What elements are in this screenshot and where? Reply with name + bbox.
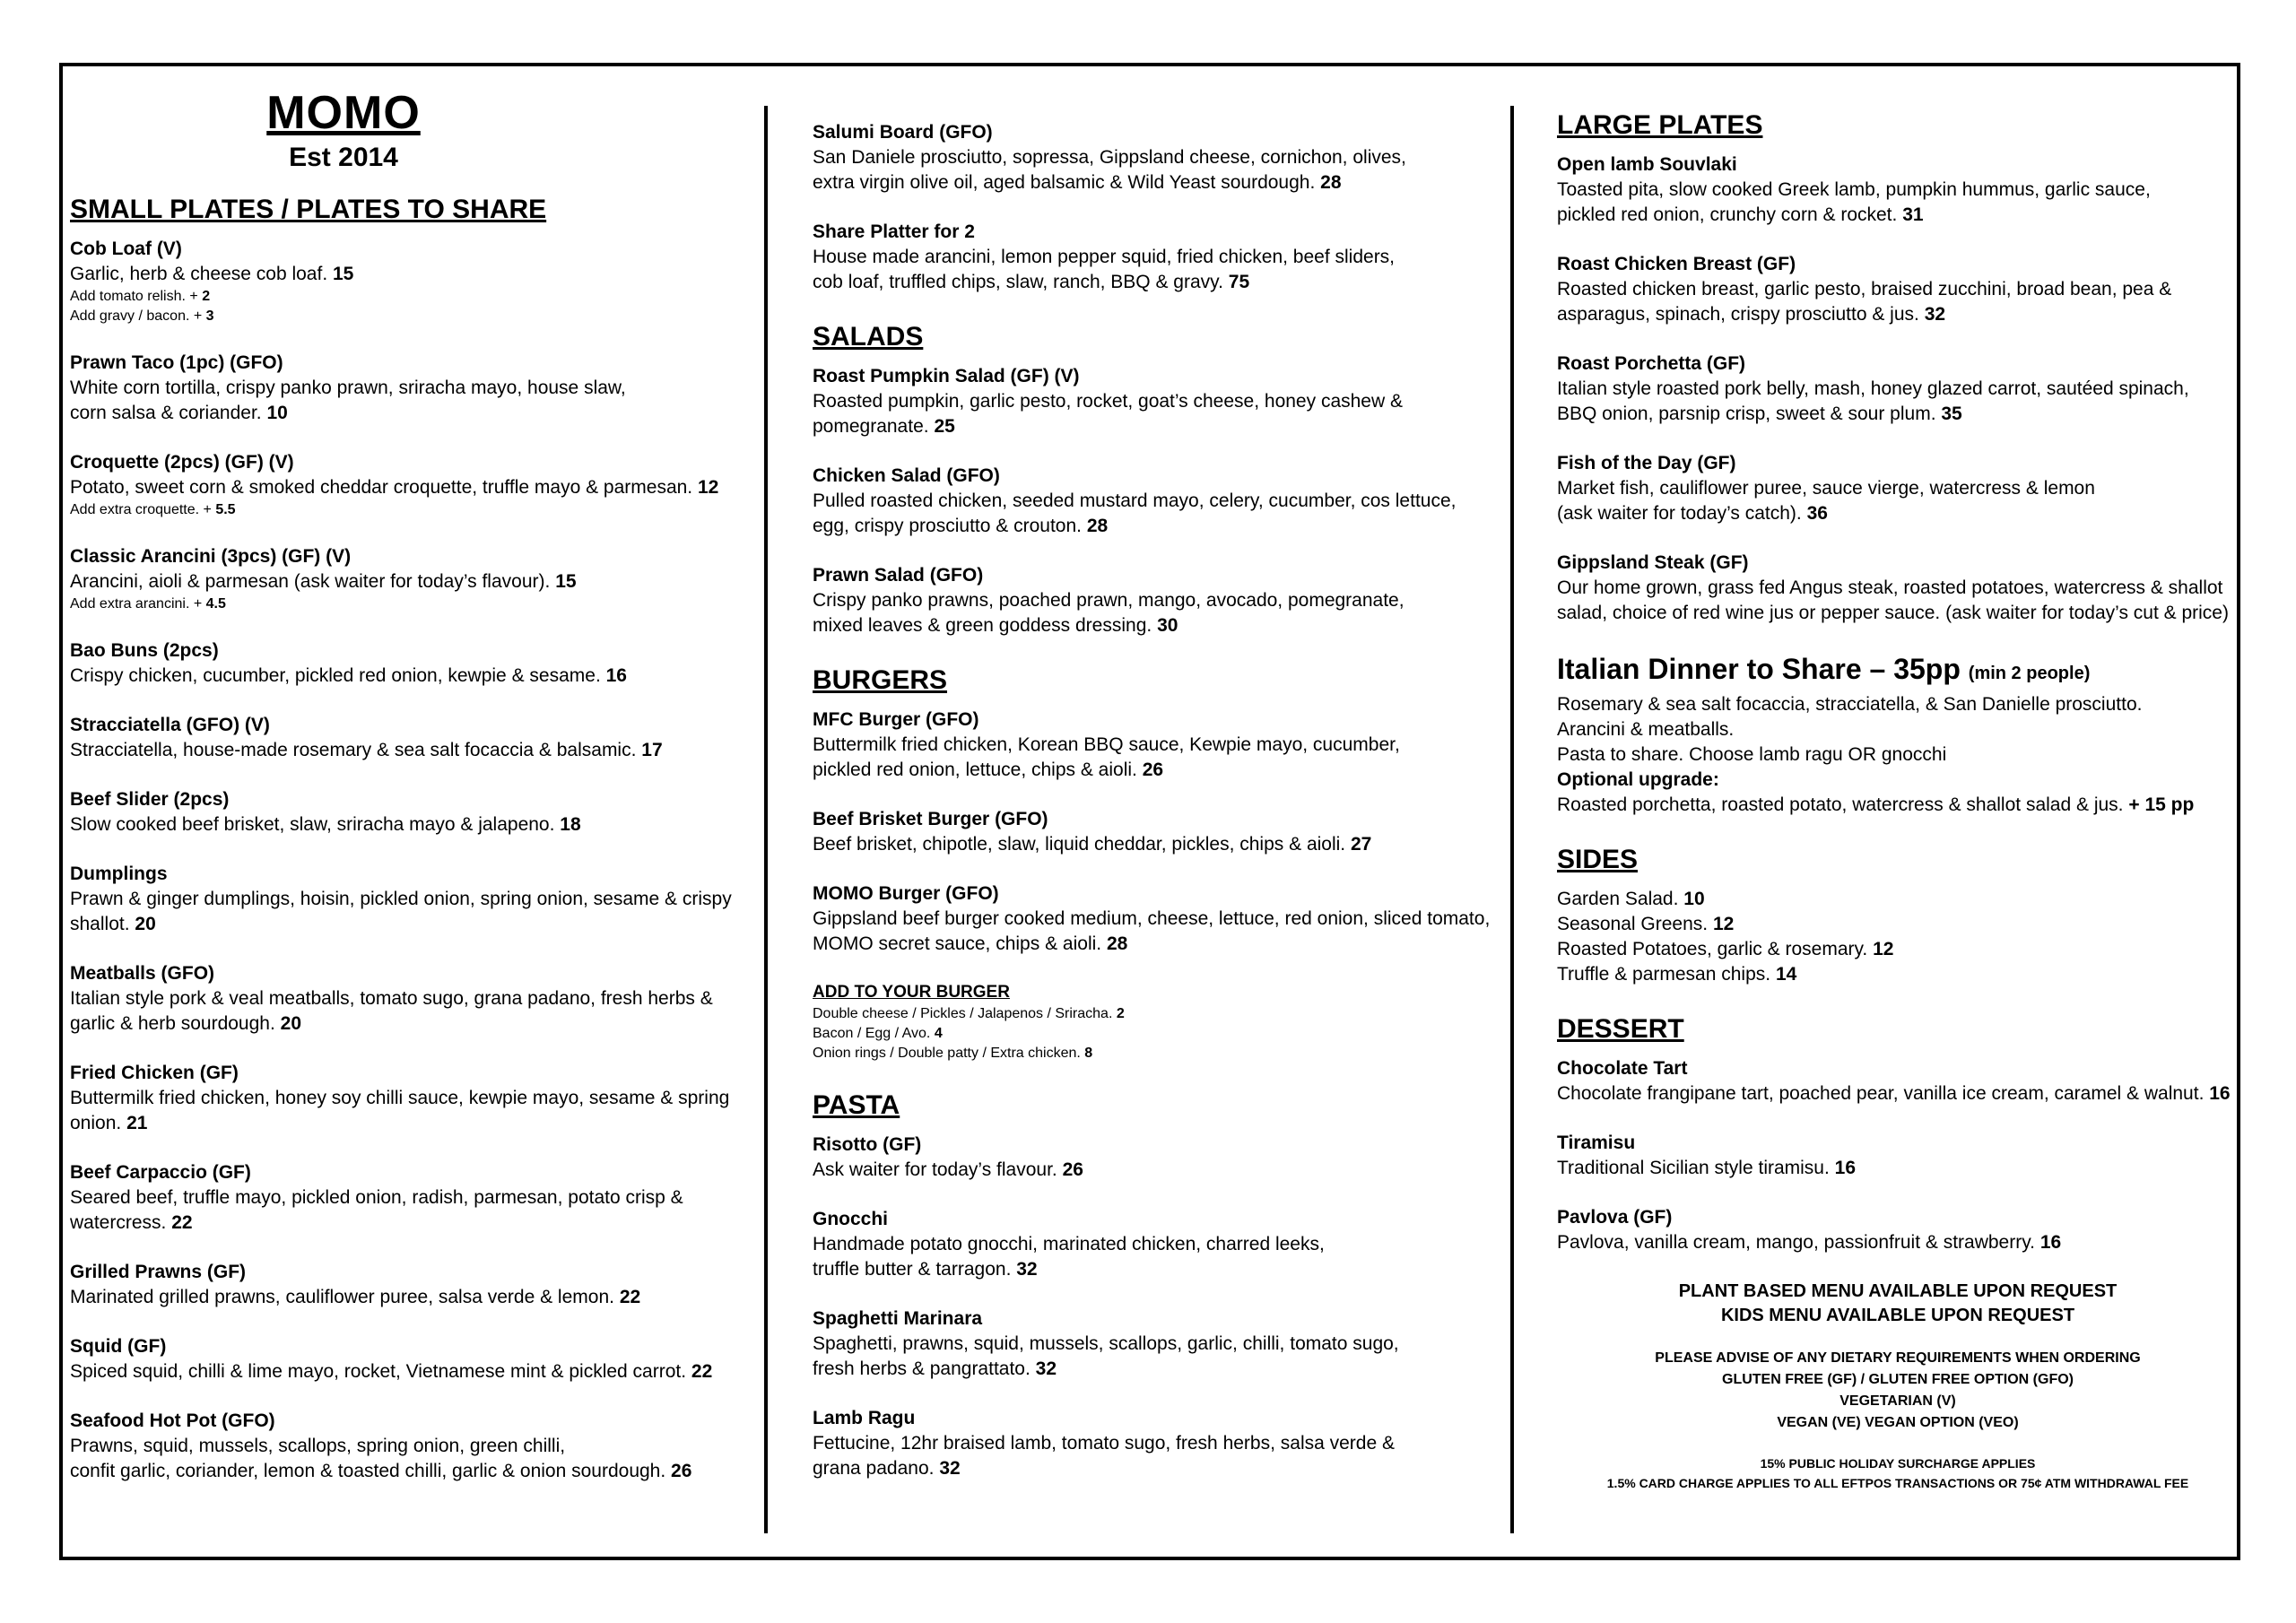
menu-item-price: 75 — [1228, 272, 1250, 292]
menu-item-price: 16 — [2209, 1083, 2231, 1104]
menu-item-name: Beef Brisket Burger (GFO) — [813, 809, 1048, 829]
menu-item — [70, 638, 752, 689]
menu-item-desc-text: Italian style pork & veal meatballs, tomato sugo, grana padano, fresh herbs & — [70, 988, 713, 1009]
menu-item — [70, 1260, 752, 1310]
menu-column-2 — [813, 120, 1521, 1506]
menu-item-desc-text: Pavlova, vanilla cream, mango, passionfruit & strawberry. — [1557, 1232, 2035, 1253]
simple-item-price: 4 — [934, 1026, 943, 1041]
menu-item-price: 21 — [126, 1113, 148, 1133]
salads-list — [813, 364, 1521, 638]
menu-item-name: Salumi Board (GFO) — [813, 122, 993, 143]
menu-item-desc-text: House made arancini, lemon pepper squid, fried chicken, beef sliders, — [813, 247, 1396, 267]
menu-item-price: 20 — [280, 1013, 302, 1034]
menu-item-desc — [813, 733, 1521, 758]
menu-item-extra — [70, 500, 752, 520]
menu-item-price: 32 — [1016, 1259, 1038, 1280]
menu-item-desc-text: fresh herbs & pangrattato. — [813, 1358, 1031, 1379]
menu-item-desc — [813, 588, 1521, 613]
menu-item — [70, 713, 752, 763]
menu-item-name: Share Platter for 2 — [813, 221, 975, 242]
italian-dinner-line: Pasta to share. Choose lamb ragu OR gnocchi — [1557, 744, 1947, 765]
italian-dinner-title — [1557, 650, 2239, 692]
menu-item-desc — [1557, 1230, 2239, 1255]
menu-column-1 — [70, 86, 752, 1508]
menu-item-name: Fried Chicken (GF) — [70, 1063, 239, 1083]
menu-item-desc-text: asparagus, spinach, crispy prosciutto & jus. — [1557, 304, 1919, 325]
menu-item — [813, 881, 1521, 957]
menu-item-name: Meatballs (GFO) — [70, 963, 215, 984]
menu-item-desc — [813, 1232, 1521, 1257]
menu-item-desc — [70, 1434, 752, 1459]
menu-item-desc-text: Potato, sweet corn & smoked cheddar croquette, truffle mayo & parmesan. — [70, 477, 693, 498]
menu-item-extra-text: Add extra croquette. + — [70, 502, 212, 517]
menu-item-extra-price: 4.5 — [205, 596, 226, 612]
menu-item-desc-text: pickled red onion, lettuce, chips & aioli. — [813, 759, 1137, 780]
menu-item-desc-text: Garlic, herb & cheese cob loaf. — [70, 264, 328, 284]
menu-item-desc — [813, 1158, 1521, 1183]
simple-item-text: Onion rings / Double patty / Extra chicken. — [813, 1046, 1081, 1061]
column-divider-1 — [764, 106, 768, 1533]
menu-item-desc — [1557, 601, 2239, 626]
burger-addons-list — [813, 1004, 1521, 1063]
menu-item-price: 10 — [266, 403, 288, 423]
menu-item-desc-text: truffle butter & tarragon. — [813, 1259, 1012, 1280]
menu-item-desc-text: confit garlic, coriander, lemon & toasted chilli, garlic & onion sourdough. — [70, 1461, 666, 1481]
brand-name: MOMO — [266, 87, 421, 139]
simple-item — [1557, 937, 2239, 962]
menu-item-name: Fish of the Day (GF) — [1557, 453, 1736, 473]
menu-item-desc — [1557, 302, 2239, 327]
simple-item — [813, 1004, 1521, 1024]
simple-item-text: Double cheese / Pickles / Jalapenos / Sriracha. — [813, 1006, 1113, 1021]
italian-dinner-title-text: Italian Dinner to Share – 35pp — [1557, 653, 1961, 685]
menu-item-desc-text: Crispy chicken, cucumber, pickled red onion, kewpie & sesame. — [70, 665, 601, 686]
menu-item — [1557, 252, 2239, 327]
menu-item-desc-text: Marinated grilled prawns, cauliflower puree, salsa verde & lemon. — [70, 1287, 614, 1307]
menu-item-price: 36 — [1806, 503, 1828, 524]
simple-item — [813, 1024, 1521, 1044]
simple-item-price: 12 — [1712, 914, 1735, 934]
dessert-list — [1557, 1056, 2239, 1255]
menu-item-name: Seafood Hot Pot (GFO) — [70, 1410, 275, 1431]
menu-item-desc — [70, 262, 752, 287]
menu-item-desc-text: Roasted chicken breast, garlic pesto, braised zucchini, broad bean, pea & — [1557, 279, 2172, 299]
menu-item-extra-text: Add extra arancini. + — [70, 596, 203, 612]
menu-item — [813, 1306, 1521, 1382]
menu-item-name: Roast Porchetta (GF) — [1557, 353, 1746, 374]
note-plant-based: PLANT BASED MENU AVAILABLE UPON REQUEST — [1678, 1281, 2118, 1301]
menu-item-desc — [813, 1357, 1521, 1382]
menu-item — [70, 787, 752, 838]
menu-item-price: 35 — [1941, 404, 1962, 424]
menu-item-extra — [70, 595, 752, 614]
menu-item — [1557, 551, 2239, 626]
menu-item-desc — [1557, 476, 2239, 501]
menu-item-desc-text: Spaghetti, prawns, squid, mussels, scallops, garlic, chilli, tomato sugo, — [813, 1333, 1399, 1354]
menu-item-desc-text: pomegranate. — [813, 416, 929, 437]
menu-item — [1557, 152, 2239, 228]
menu-item-desc — [1557, 377, 2239, 402]
section-title-large-plates: LARGE PLATES — [1557, 110, 1763, 140]
menu-item-name: MFC Burger (GFO) — [813, 709, 979, 730]
menu-item-desc-text: Pulled roasted chicken, seeded mustard mayo, celery, cucumber, cos lettuce, — [813, 490, 1457, 511]
menu-item — [813, 807, 1521, 857]
menu-item-desc-text: Chocolate frangipane tart, poached pear, vanilla ice cream, caramel & walnut. — [1557, 1083, 2205, 1104]
menu-item-extra-price: 3 — [205, 308, 214, 324]
menu-item-desc-text: Slow cooked beef brisket, slaw, sriracha mayo & jalapeno. — [70, 814, 555, 835]
menu-item-desc — [70, 1111, 752, 1136]
simple-item — [1557, 887, 2239, 912]
menu-item-desc-text: Our home grown, grass fed Angus steak, roasted potatoes, watercress & shallot — [1557, 577, 2223, 598]
section-title-dessert: DESSERT — [1557, 1014, 1684, 1044]
section-title-sides: SIDES — [1557, 845, 1639, 874]
menu-item-desc-text: Beef brisket, chipotle, slaw, liquid cheddar, pickles, chips & aioli. — [813, 834, 1346, 855]
menu-item-price: 32 — [1035, 1358, 1057, 1379]
menu-item-price: 16 — [2039, 1232, 2062, 1253]
menu-item-desc — [1557, 203, 2239, 228]
menu-item-name: MOMO Burger (GFO) — [813, 883, 999, 904]
menu-item-extra-text: Add gravy / bacon. + — [70, 308, 203, 324]
menu-item-desc-text: egg, crispy prosciutto & crouton. — [813, 516, 1082, 536]
menu-item-name: Gippsland Steak (GF) — [1557, 552, 1749, 573]
menu-item-price: 32 — [939, 1458, 961, 1479]
footer-notes — [1557, 1280, 2239, 1493]
note-holiday-surcharge: 15% PUBLIC HOLIDAY SURCHARGE APPLIES — [1760, 1456, 2036, 1471]
menu-item-desc-text: Crispy panko prawns, poached prawn, mango, avocado, pomegranate, — [813, 590, 1405, 611]
menu-item — [1557, 1205, 2239, 1255]
menu-item-desc — [70, 887, 752, 912]
menu-item-desc — [813, 832, 1521, 857]
menu-item — [813, 1207, 1521, 1282]
section-title-small-plates: SMALL PLATES / PLATES TO SHARE — [70, 195, 547, 224]
menu-item-name: Bao Buns (2pcs) — [70, 640, 219, 661]
menu-item-desc — [813, 1257, 1521, 1282]
menu-item-name: Classic Arancini (3pcs) (GF) (V) — [70, 546, 352, 567]
menu-item-desc — [70, 1011, 752, 1037]
simple-item-text: Roasted Potatoes, garlic & rosemary. — [1557, 939, 1868, 959]
menu-item — [813, 464, 1521, 539]
menu-item-desc-text: grana padano. — [813, 1458, 935, 1479]
menu-item — [813, 364, 1521, 439]
menu-item-desc — [813, 145, 1521, 170]
burger-addons — [813, 981, 1521, 1063]
menu-item-desc-text: pickled red onion, crunchy corn & rocket. — [1557, 204, 1898, 225]
menu-item-desc — [70, 912, 752, 937]
menu-item-desc-text: shallot. — [70, 914, 130, 934]
simple-item-text: Garden Salad. — [1557, 889, 1679, 909]
menu-item-desc — [813, 489, 1521, 514]
menu-item-desc — [1557, 576, 2239, 601]
menu-item-desc — [70, 401, 752, 426]
menu-item-price: 15 — [555, 571, 577, 592]
menu-item — [70, 1160, 752, 1236]
menu-item-desc — [813, 389, 1521, 414]
note-kids-menu: KIDS MENU AVAILABLE UPON REQUEST — [1720, 1306, 2075, 1325]
menu-item-extra-text: Add tomato relish. + — [70, 289, 198, 304]
menu-item — [70, 1061, 752, 1136]
menu-item-desc-text: MOMO secret sauce, chips & aioli. — [813, 933, 1102, 954]
menu-item-extra-price: 5.5 — [215, 502, 236, 517]
menu-item-name: Squid (GF) — [70, 1336, 167, 1357]
menu-item-desc — [813, 514, 1521, 539]
menu-item-desc-text: cob loaf, truffled chips, slaw, ranch, BBQ & gravy. — [813, 272, 1223, 292]
menu-item-desc-text: Buttermilk fried chicken, honey soy chilli sauce, kewpie mayo, sesame & spring — [70, 1088, 730, 1108]
menu-item — [813, 563, 1521, 638]
menu-item-price: 16 — [605, 665, 627, 686]
menu-item — [813, 220, 1521, 295]
section-title-pasta: PASTA — [813, 1090, 900, 1120]
sides-list — [1557, 887, 2239, 987]
menu-item — [70, 1334, 752, 1384]
menu-item-desc — [813, 613, 1521, 638]
menu-item-desc-text: onion. — [70, 1113, 122, 1133]
section-title-burgers: BURGERS — [813, 665, 948, 695]
note-card-charge: 1.5% CARD CHARGE APPLIES TO ALL EFTPOS TRANSACTIONS OR 75¢ ATM WITHDRAWAL FEE — [1606, 1476, 2189, 1490]
menu-item-name: Pavlova (GF) — [1557, 1207, 1673, 1228]
menu-item — [70, 862, 752, 937]
italian-dinner-line: Rosemary & sea salt focaccia, stracciatella, & San Danielle prosciutto. — [1557, 694, 2143, 715]
menu-item-name: Stracciatella (GFO) (V) — [70, 715, 270, 735]
menu-item-name: Lamb Ragu — [813, 1408, 916, 1428]
menu-item-name: Spaghetti Marinara — [813, 1308, 983, 1329]
menu-item-price: 12 — [697, 477, 719, 498]
menu-item-desc — [813, 932, 1521, 957]
menu-item-desc-text: Prawn & ginger dumplings, hoisin, pickled onion, spring onion, sesame & crispy — [70, 889, 732, 909]
simple-item-text: Bacon / Egg / Avo. — [813, 1026, 931, 1041]
menu-item-desc-text: (ask waiter for today’s catch). — [1557, 503, 1802, 524]
burgers-list — [813, 707, 1521, 957]
menu-item-desc-text: San Daniele prosciutto, sopressa, Gippsland cheese, cornichon, olives, — [813, 147, 1406, 168]
menu-item-price: 22 — [691, 1361, 713, 1382]
menu-item — [1557, 1131, 2239, 1181]
menu-item-desc — [70, 738, 752, 763]
menu-item-desc — [70, 812, 752, 838]
menu-item-desc — [70, 1086, 752, 1111]
menu-item-desc — [813, 414, 1521, 439]
simple-item-text: Truffle & parmesan chips. — [1557, 964, 1771, 985]
menu-item-name: Croquette (2pcs) (GF) (V) — [70, 452, 294, 473]
italian-dinner-upgrade-label: Optional upgrade: — [1557, 769, 1719, 790]
menu-item-price: 26 — [1142, 759, 1164, 780]
menu-item-desc-text: White corn tortilla, crispy panko prawn, sriracha mayo, house slaw, — [70, 378, 626, 398]
menu-item-extra — [70, 307, 752, 326]
brand-block — [70, 86, 617, 176]
menu-item — [70, 237, 752, 326]
note-gluten-free: GLUTEN FREE (GF) / GLUTEN FREE OPTION (GFO) — [1722, 1372, 2074, 1387]
simple-item — [813, 1044, 1521, 1063]
menu-item-desc — [70, 1359, 752, 1384]
menu-item-desc-text: Buttermilk fried chicken, Korean BBQ sauce, Kewpie mayo, cucumber, — [813, 734, 1400, 755]
menu-item-price: 26 — [1062, 1159, 1083, 1180]
italian-dinner-line: Arancini & meatballs. — [1557, 719, 1735, 740]
menu-item — [1557, 352, 2239, 427]
simple-item-text: Seasonal Greens. — [1557, 914, 1709, 934]
menu-item-desc — [70, 664, 752, 689]
menu-item-price: 20 — [135, 914, 156, 934]
menu-item-desc — [813, 1332, 1521, 1357]
menu-item — [70, 544, 752, 614]
menu-item-desc — [1557, 178, 2239, 203]
italian-dinner-upgrade — [1557, 793, 2239, 818]
menu-item-desc-text: Seared beef, truffle mayo, pickled onion, radish, parmesan, potato crisp & — [70, 1187, 683, 1208]
menu-item-desc — [813, 170, 1521, 195]
menu-item-desc-text: Arancini, aioli & parmesan (ask waiter for today’s flavour). — [70, 571, 551, 592]
menu-item-desc — [70, 569, 752, 595]
menu-item-desc — [70, 986, 752, 1011]
note-vegan: VEGAN (VE) VEGAN OPTION (VEO) — [1777, 1415, 2019, 1430]
menu-item — [70, 351, 752, 426]
menu-item-name: Grilled Prawns (GF) — [70, 1262, 247, 1282]
menu-item-desc-text: Roasted pumpkin, garlic pesto, rocket, goat’s cheese, honey cashew & — [813, 391, 1403, 412]
menu-item-price: 26 — [671, 1461, 692, 1481]
simple-item-price: 8 — [1084, 1046, 1093, 1061]
menu-item-desc-text: Stracciatella, house-made rosemary & sea salt focaccia & balsamic. — [70, 740, 637, 760]
menu-item-desc — [1557, 1081, 2239, 1107]
menu-item-desc-text: corn salsa & coriander. — [70, 403, 262, 423]
menu-item-desc — [1557, 402, 2239, 427]
menu-item-name: Beef Carpaccio (GF) — [70, 1162, 251, 1183]
menu-item-desc-text: garlic & herb sourdough. — [70, 1013, 275, 1034]
menu-item-name: Cob Loaf (V) — [70, 239, 182, 259]
menu-item-desc-text: Handmade potato gnocchi, marinated chicken, charred leeks, — [813, 1234, 1325, 1254]
menu-item-name: Gnocchi — [813, 1209, 889, 1229]
burger-addons-title: ADD TO YOUR BURGER — [813, 983, 1010, 1002]
menu-item-price: 22 — [171, 1212, 193, 1233]
menu-item-desc-text: Market fish, cauliflower puree, sauce vierge, watercress & lemon — [1557, 478, 2095, 499]
menu-item-price: 17 — [641, 740, 663, 760]
menu-item-name: Open lamb Souvlaki — [1557, 154, 1737, 175]
section-title-salads: SALADS — [813, 322, 924, 352]
menu-item-desc — [813, 907, 1521, 932]
menu-item-name: Roast Chicken Breast (GF) — [1557, 254, 1796, 274]
menu-item-desc — [70, 376, 752, 401]
menu-item-desc-text: Traditional Sicilian style tiramisu. — [1557, 1158, 1830, 1178]
menu-item-desc — [1557, 501, 2239, 526]
menu-item-price: 28 — [1086, 516, 1109, 536]
menu-item-desc-text: Ask waiter for today’s flavour. — [813, 1159, 1057, 1180]
menu-item-desc — [70, 1185, 752, 1211]
menu-item-name: Tiramisu — [1557, 1133, 1636, 1153]
small-plates-list — [70, 237, 752, 1484]
menu-item-desc — [1557, 1156, 2239, 1181]
menu-item-name: Beef Slider (2pcs) — [70, 789, 230, 810]
menu-item — [1557, 451, 2239, 526]
menu-item-name: Prawn Salad (GFO) — [813, 565, 984, 586]
simple-item-price: 10 — [1683, 889, 1705, 909]
menu-item — [70, 961, 752, 1037]
menu-item-extra-price: 2 — [202, 289, 211, 304]
share-boards-list — [813, 120, 1521, 295]
menu-item-desc — [813, 270, 1521, 295]
menu-item-desc — [813, 758, 1521, 783]
menu-item-price: 18 — [560, 814, 581, 835]
menu-item-name: Chicken Salad (GFO) — [813, 465, 1000, 486]
italian-dinner-upgrade-price: + 15 pp — [2128, 794, 2195, 815]
brand-established: Est 2014 — [289, 143, 398, 172]
menu-item-desc — [70, 1285, 752, 1310]
italian-dinner-min-note: (min 2 people) — [1968, 664, 2091, 683]
menu-item-desc-text: Italian style roasted pork belly, mash, honey glazed carrot, sautéed spinach, — [1557, 378, 2189, 399]
menu-column-3 — [1557, 108, 2239, 1493]
menu-item — [813, 707, 1521, 783]
menu-item — [813, 1406, 1521, 1481]
note-vegetarian: VEGETARIAN (V) — [1839, 1393, 1956, 1409]
menu-item-desc — [813, 245, 1521, 270]
menu-item-desc — [813, 1431, 1521, 1456]
menu-item-desc — [70, 475, 752, 500]
menu-item-price: 15 — [333, 264, 354, 284]
simple-item — [1557, 912, 2239, 937]
menu-item-price: 27 — [1351, 834, 1372, 855]
simple-item — [1557, 962, 2239, 987]
menu-item-desc — [813, 1456, 1521, 1481]
simple-item-price: 2 — [1116, 1006, 1125, 1021]
menu-item-price: 30 — [1157, 615, 1178, 636]
menu-item-desc-text: Spiced squid, chilli & lime mayo, rocket, Vietnamese mint & pickled carrot. — [70, 1361, 687, 1382]
menu-item — [1557, 1056, 2239, 1107]
pasta-list — [813, 1133, 1521, 1481]
menu-item-desc-text: BBQ onion, parsnip crisp, sweet & sour plum. — [1557, 404, 1936, 424]
menu-item-price: 32 — [1924, 304, 1946, 325]
menu-item-price: 31 — [1902, 204, 1924, 225]
menu-item-name: Prawn Taco (1pc) (GFO) — [70, 352, 283, 373]
menu-item-desc-text: Prawns, squid, mussels, scallops, spring onion, green chilli, — [70, 1436, 566, 1456]
menu-item-desc-text: salad, choice of red wine jus or pepper sauce. (ask waiter for today’s cut & price) — [1557, 603, 2229, 623]
menu-item-desc-text: Fettucine, 12hr braised lamb, tomato sugo, fresh herbs, salsa verde & — [813, 1433, 1396, 1454]
menu-item-desc-text: watercress. — [70, 1212, 167, 1233]
large-plates-list — [1557, 152, 2239, 626]
menu-item-name: Dumplings — [70, 864, 168, 884]
menu-item-name: Risotto (GF) — [813, 1134, 922, 1155]
menu-item-desc-text: extra virgin olive oil, aged balsamic & Wild Yeast sourdough. — [813, 172, 1316, 193]
menu-item-name: Roast Pumpkin Salad (GF) (V) — [813, 366, 1080, 386]
simple-item-price: 12 — [1873, 939, 1894, 959]
menu-item — [813, 120, 1521, 195]
menu-item-price: 28 — [1320, 172, 1342, 193]
menu-item-name: Chocolate Tart — [1557, 1058, 1688, 1079]
menu-item-desc — [1557, 277, 2239, 302]
italian-dinner-upgrade-text: Roasted porchetta, roasted potato, watercress & shallot salad & jus. — [1557, 794, 2124, 815]
menu-item-desc-text: Gippsland beef burger cooked medium, cheese, lettuce, red onion, sliced tomato, — [813, 908, 1491, 929]
menu-item — [813, 1133, 1521, 1183]
menu-item — [70, 450, 752, 520]
menu-item-price: 28 — [1106, 933, 1128, 954]
menu-item-desc — [70, 1459, 752, 1484]
menu-item-price: 22 — [619, 1287, 641, 1307]
italian-dinner-block — [1557, 650, 2239, 818]
note-dietary: PLEASE ADVISE OF ANY DIETARY REQUIREMENTS WHEN ORDERING — [1655, 1350, 2141, 1366]
menu-item-price: 25 — [934, 416, 955, 437]
menu-item-desc-text: Toasted pita, slow cooked Greek lamb, pumpkin hummus, garlic sauce, — [1557, 179, 2151, 200]
simple-item-price: 14 — [1775, 964, 1797, 985]
menu-item-desc-text: mixed leaves & green goddess dressing. — [813, 615, 1152, 636]
menu-item — [70, 1409, 752, 1484]
menu-item-desc — [70, 1211, 752, 1236]
menu-item-price: 16 — [1834, 1158, 1857, 1178]
menu-item-extra — [70, 287, 752, 307]
